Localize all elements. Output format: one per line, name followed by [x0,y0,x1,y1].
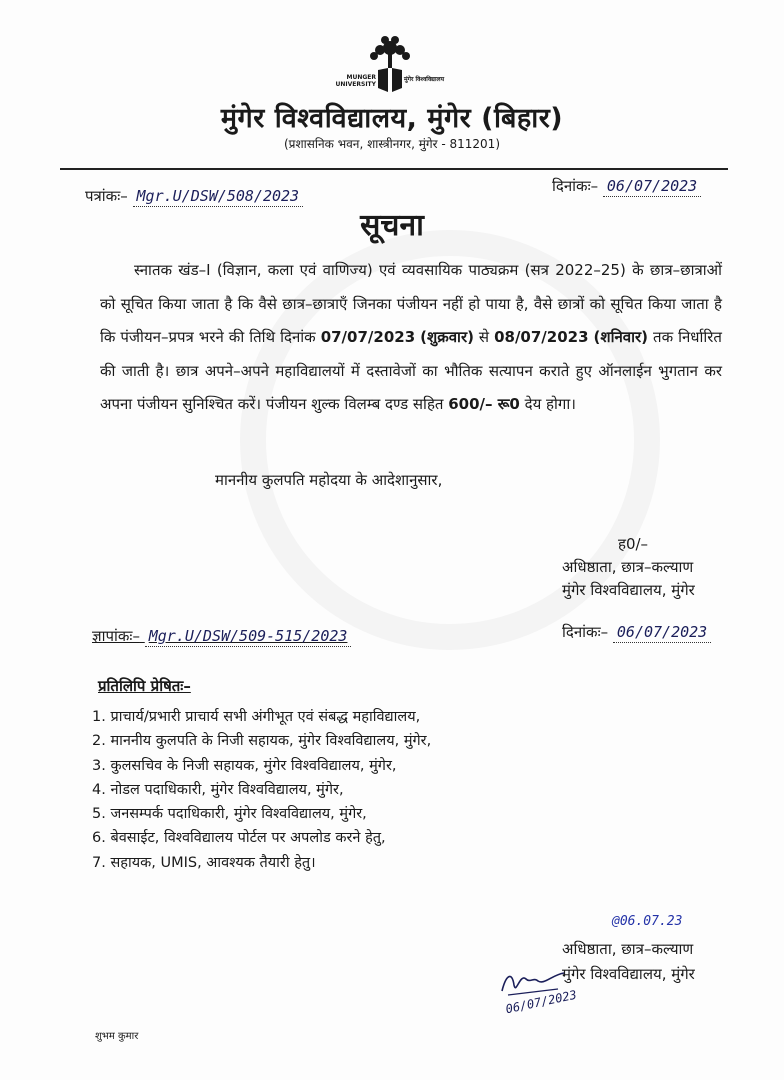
list-item: 4. नोडल पदाधिकारी, मुंगेर विश्वविद्यालय, मुंगेर, [92,781,344,798]
date-from: 07/07/2023 [320,328,416,346]
list-item: 6. बेवसाईट, विश्वविद्यालय पोर्टल पर अपलोड करने हेतु, [92,830,386,847]
typist-name: शुभम कुमार [95,1031,139,1042]
header-divider [60,168,728,170]
date-row [552,176,701,196]
initials-glyph: @ [612,914,620,929]
signature-date: 06/07/2023 [504,987,578,1017]
list-item: 7. सहायक, UMIS, आवश्यक तैयारी हेतु। [92,854,316,871]
memo-value: Mgr.U/DSW/509-515/2023 [145,627,352,647]
para-part3: तक निर्धारित की जाती है। छात्र अपने–अपने महाविद्यालयों में दस्तावेजों का भौतिक सत्यापन कराते हुए ऑनलाईन भुगतान कर अपना पंजीयन सुनिश्चित करें। पंजीयन शुल्क विलम्ब दण्ड सहित [100,328,722,413]
signatory-office: मुंगेर विश्वविद्यालय, मुंगेर [562,581,695,599]
signatory-title: अधिष्ठाता, छात्र–कल्याण [562,558,694,576]
notice-title: सूचना [360,208,424,243]
university-address: (प्रशासनिक भवन, शास्त्रीनगर, मुंगेर - 811201) [284,137,500,151]
university-logo [330,34,450,98]
list-item: 2. माननीय कुलपति के निजी सहायक, मुंगेर विश्वविद्यालय, मुंगेर, [92,733,432,750]
day-from: (शुक्रवार) [420,328,474,346]
memo-row [92,626,351,646]
signatory2-title: अधिष्ठाता, छात्र–कल्याण [562,940,694,958]
signature-block-1 [562,533,695,602]
memo-date-label: दिनांकः– [562,623,609,641]
signature-block-2 [562,937,695,987]
para-part2: से [473,328,495,346]
date-to: 08/07/2023 [494,328,589,346]
university-title: मुंगेर विश्वविद्यालय, मुंगेर (बिहार) [220,103,564,134]
date-label: दिनांकः– [552,177,599,195]
memo-date-value: 06/07/2023 [613,623,711,643]
logo-text-hi: मुंगेर विश्वविद्यालय [404,76,445,83]
memo-date-row [562,622,711,642]
list-item: 5. जनसम्पर्क पदाधिकारी, मुंगेर विश्वविद्यालय, मुंगेर, [92,806,367,823]
signed-mark: ह0/– [618,535,649,553]
list-item: 1. प्राचार्य/प्रभारी प्राचार्य सभी अंगीभूत एवं संबद्ध महाविद्यालय, [92,709,421,725]
logo-text-en: MUNGER UNIVERSITY [335,74,376,88]
para-part4: देय होगा। [519,395,576,413]
order-line: माननीय कुलपति महोदया के आदेशानुसार, [215,471,443,489]
signatory2-office: मुंगेर विश्वविद्यालय, मुंगेर [562,965,695,983]
copy-heading: प्रतिलिपि प्रेषितः– [98,677,191,695]
tree-emblem-icon [330,34,450,98]
fee-amount: 600/– रू0 [448,395,520,413]
copy-list [92,705,431,875]
date-value: 06/07/2023 [603,177,701,197]
patrank-label: पत्रांकः– [85,187,128,205]
initials-mark [612,914,682,929]
notice-paragraph [100,254,722,422]
patrank-value: Mgr.U/DSW/508/2023 [133,187,304,207]
day-to: (शनिवार) [593,328,649,346]
memo-label: ज्ञापांकः– [92,627,140,645]
para-part1: स्नातक खंड–I (विज्ञान, कला एवं वाणिज्य) एवं व्यवसायिक पाठ्यक्रम (सत्र 2022–25) के छात्र–छात्राओं को सूचित किया जाता है कि वैसे छात्र–छात्राएँ जिनका पंजीयन नहीं हो पाया है, वैसे छात्रों को सूचित किया जाता है कि पंजीयन–प्रपत्र भरने की तिथि दिनांक [100,261,722,346]
initials-date: 06.07.23 [619,914,683,929]
list-item: 3. कुलसचिव के निजी सहायक, मुंगेर विश्वविद्यालय, मुंगेर, [92,757,397,774]
